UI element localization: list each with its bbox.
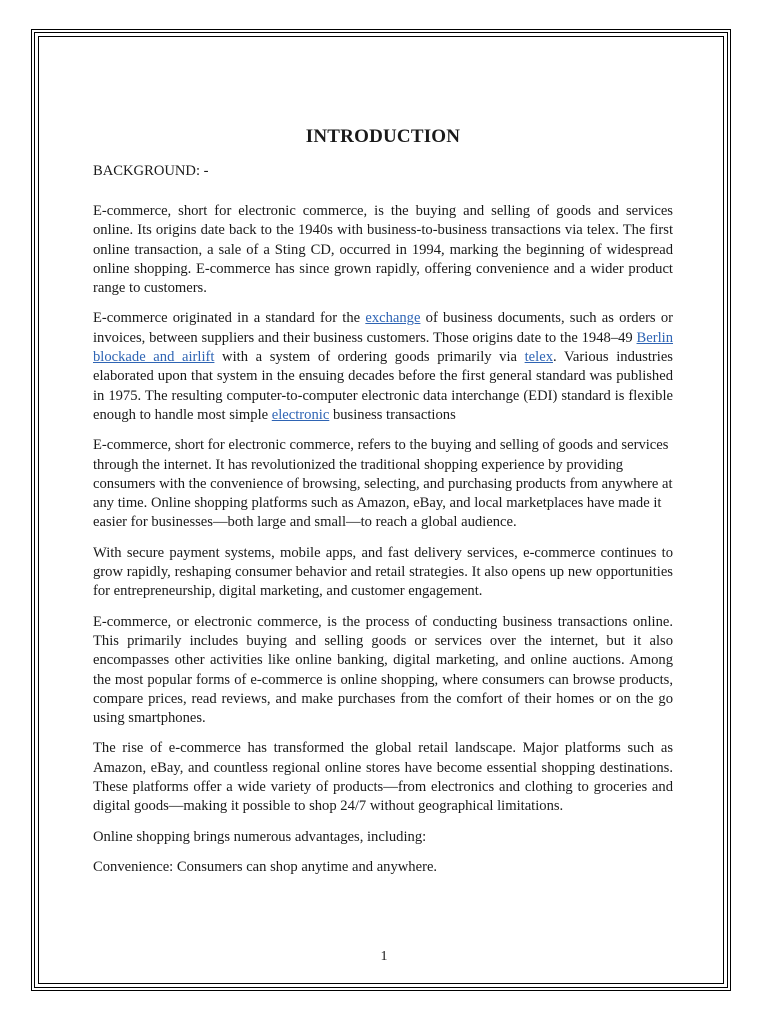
paragraph-2-text-5: business transactions <box>329 406 456 423</box>
document-body <box>93 126 673 888</box>
paragraph-7: Online shopping brings numerous advantages, including: <box>93 828 427 845</box>
link-berlin-blockade[interactable]: Berlin blockade and airlift <box>93 329 673 366</box>
paragraph-4: With secure payment systems, mobile apps, and fast delivery services, e-commerce continues to grow rapidly, reshaping consumer behavior and retail strategies. It also opens up new opportunities for entrepreneurship, digital marketing, and customer engagement. <box>93 544 673 600</box>
paragraph-2 <box>93 309 673 425</box>
section-label-background: BACKGROUND: - <box>93 163 209 179</box>
paragraph-1: E-commerce, short for electronic commerce, is the buying and selling of goods and services online. Its origins date back to the 1940s with business-to-business transactions via telex. The first online transaction, a sale of a Sting CD, occurred in 1994, marking the beginning of widespread online shopping. E-commerce has since grown rapidly, offering convenience and a wider product range to customers. <box>93 203 673 297</box>
paragraph-6: The rise of e-commerce has transformed the global retail landscape. Major platforms such as Amazon, eBay, and countless regional online stores have become essential shopping destinations. These platforms offer a wide variety of products—from electronics and clothing to groceries and digital goods—making it possible to shop 24/7 without geographical limitations. <box>93 740 673 815</box>
link-electronic[interactable]: electronic <box>271 406 330 423</box>
paragraph-2-text-2: of business documents, such as orders or invoices, between suppliers and their business customers. Those origins date to the 1948–49 <box>93 310 673 346</box>
paragraph-8: Convenience: Consumers can shop anytime and anywhere. <box>93 858 438 875</box>
page-title: INTRODUCTION <box>305 126 461 147</box>
link-exchange[interactable]: exchange <box>365 310 421 327</box>
paragraph-2-text-1: E-commerce originated in a standard for the <box>93 310 366 327</box>
page-number: 1 <box>380 949 388 964</box>
paragraph-2-text-4: . Various industries elaborated upon that system in the ensuing decades before the first general standard was published in 1975. The resulting computer-to-computer electronic data interchange (EDI) standard is flexible enough to handle most simple <box>93 349 673 423</box>
link-telex[interactable]: telex <box>524 349 553 366</box>
paragraph-2-text-3: with a system of ordering goods primarily via <box>214 349 525 366</box>
paragraph-3: E-commerce, short for electronic commerce, refers to the buying and selling of goods and services through the internet. It has revolutionized the traditional shopping experience by providing consumers with the convenience of browsing, selecting, and purchasing products from anywhere at any time. Online shopping platforms such as Amazon, eBay, and local marketplaces have made it easier for businesses—both large and small—to reach a global audience. <box>93 437 673 531</box>
paragraph-5: E-commerce, or electronic commerce, is the process of conducting business transactions online. This primarily includes buying and selling goods or services over the internet, but it also encompasses other activities like online banking, digital marketing, and online auctions. Among the most popular forms of e-commerce is online shopping, where consumers can browse products, compare prices, read reviews, and make purchases from the comfort of their homes or on the go using smartphones. <box>93 613 673 727</box>
